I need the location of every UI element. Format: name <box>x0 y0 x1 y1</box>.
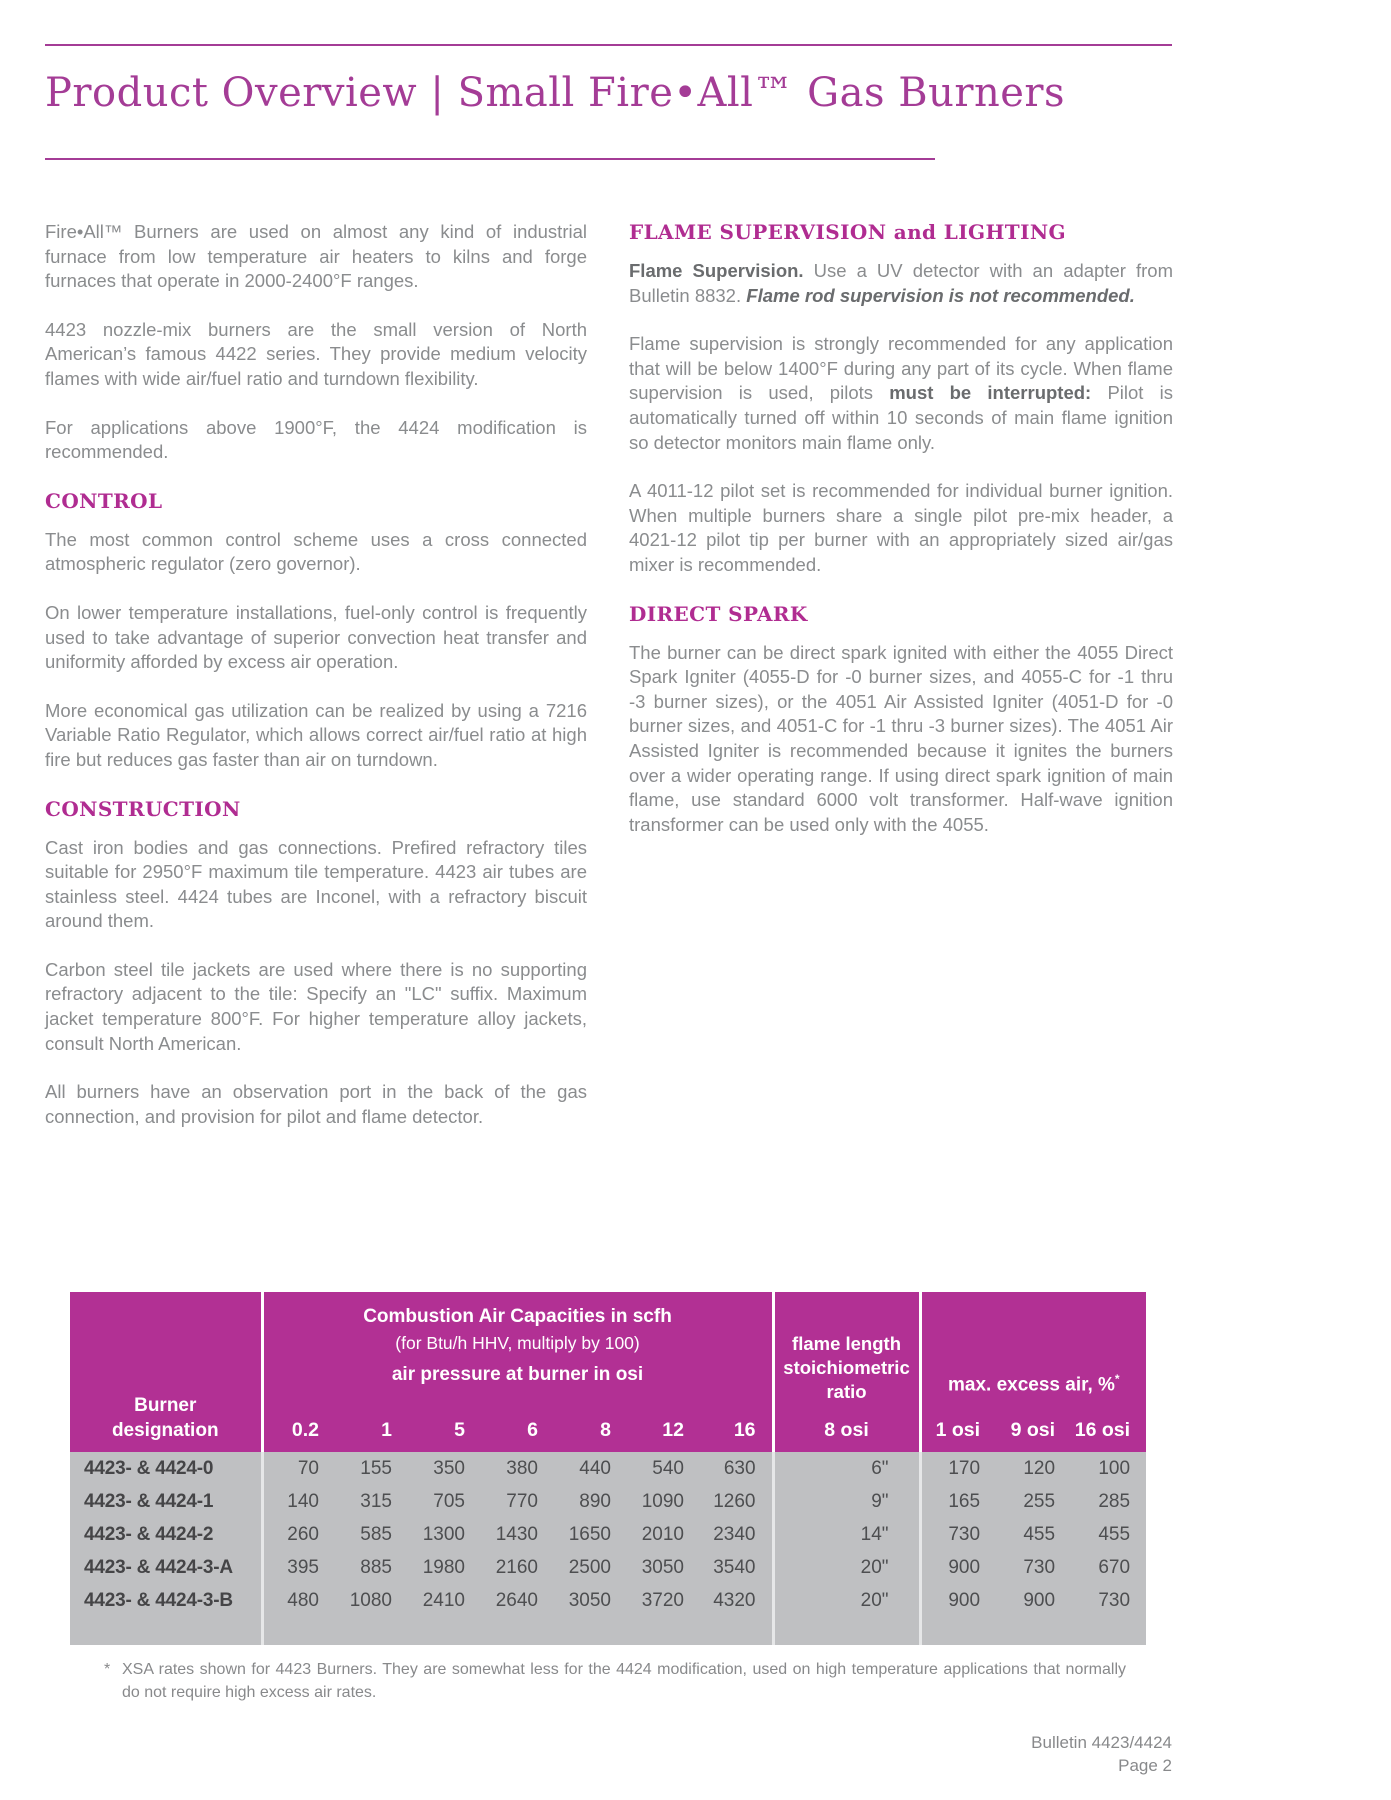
max-excess-air-header <box>920 1292 1146 1408</box>
table-cell: 170 <box>920 1452 996 1485</box>
must-be-interrupted-bold: must be interrupted: <box>889 382 1092 404</box>
table-cell: 480 <box>262 1584 335 1645</box>
table-cell: 540 <box>627 1452 700 1485</box>
pressure-column-header: 8 <box>554 1408 627 1452</box>
table-cell: 900 <box>920 1584 996 1645</box>
pressure-column-header: 16 <box>700 1408 773 1452</box>
flame-paragraph-3: A 4011-12 pilot set is recommended for individual burner ignition. When multiple burners share a single pilot pre-mix header, a 4021-12 pilot tip per burner with an appropriately sized air/gas mixer is recommended. <box>629 480 1173 575</box>
burner-designation-header <box>70 1292 262 1452</box>
table-cell: 455 <box>996 1518 1071 1551</box>
control-paragraph-1: The most common control scheme uses a cross connected atmospheric regulator (zero governor). <box>45 528 587 575</box>
combustion-header-line-1: Combustion Air Capacities in scfh <box>363 1306 672 1327</box>
table-cell: 100 <box>1071 1452 1146 1485</box>
table-cell: 120 <box>996 1452 1071 1485</box>
burner-designation-cell: 4423- & 4424-3-B <box>70 1584 262 1645</box>
control-paragraph-3: More economical gas utilization can be realized by using a 7216 Variable Ratio Regulator, which allows correct air/fuel ratio at high fire but reduces gas faster than air on turndown. <box>45 699 587 770</box>
flame-length-subheader: 8 osi <box>773 1408 920 1452</box>
page-number: Page 2 <box>1118 1755 1172 1775</box>
table-cell: 350 <box>408 1452 481 1485</box>
burner-table-body <box>70 1452 1146 1645</box>
table-row <box>70 1551 1146 1584</box>
table-cell: 2160 <box>481 1551 554 1584</box>
table-cell: 255 <box>996 1485 1071 1518</box>
burner-header-line-2: designation <box>111 1420 219 1442</box>
table-cell: 730 <box>920 1518 996 1551</box>
flame-length-header: flame length stoichiometric ratio <box>773 1292 920 1408</box>
table-cell: 1650 <box>554 1518 627 1551</box>
excess-air-column-header: 16 osi <box>1071 1408 1146 1452</box>
table-cell: 730 <box>996 1551 1071 1584</box>
intro-paragraph-3: For applications above 1900°F, the 4424 modification is recommended. <box>45 416 587 463</box>
table-cell: 1980 <box>408 1551 481 1584</box>
pressure-column-header: 6 <box>481 1408 554 1452</box>
table-cell: 885 <box>335 1551 408 1584</box>
flame-paragraph-1-text: Use a UV detector with an adapter from Bulletin 8832. <box>629 260 1173 306</box>
table-cell: 3720 <box>627 1584 700 1645</box>
excess-air-column-header: 1 osi <box>920 1408 996 1452</box>
footnote-marker: * <box>104 1661 111 1678</box>
table-cell: 770 <box>481 1485 554 1518</box>
table-cell: 140 <box>262 1485 335 1518</box>
table-cell: 900 <box>920 1551 996 1584</box>
table-cell: 2340 <box>700 1518 773 1551</box>
table-cell: 285 <box>1071 1485 1146 1518</box>
table-cell: 380 <box>481 1452 554 1485</box>
table-cell: 455 <box>1071 1518 1146 1551</box>
table-cell: 70 <box>262 1452 335 1485</box>
table-cell: 730 <box>1071 1584 1146 1645</box>
construction-paragraph-1: Cast iron bodies and gas connections. Prefired refractory tiles suitable for 2950°F maximum tile temperature. 4423 air tubes are stainless steel. 4424 tubes are Inconel, with a refractory biscuit around them. <box>45 836 587 932</box>
table-cell: 155 <box>335 1452 408 1485</box>
table-cell: 395 <box>262 1551 335 1584</box>
burner-designation-cell: 4423- & 4424-3-A <box>70 1551 262 1584</box>
footnote-asterisk-marker: * <box>1114 1371 1120 1386</box>
pressure-column-header: 0.2 <box>262 1408 335 1452</box>
direct-spark-paragraph: The burner can be direct spark ignited with either the 4055 Direct Spark Igniter (4055-D for -0 burner sizes, and 4055-C for -1 thru -3 burner sizes), or the 4051 Air Assisted Igniter (4051-D for -0 burner sizes, and 4051-C for -1 thru -3 burner sizes). The 4051 Air Assisted Igniter is recommended because it ignites the burners over a wider operating range. If using direct spark ignition of main flame, use standard 6000 volt transformer. Half-wave ignition transformer can be used only with the 4055. <box>629 641 1173 835</box>
table-cell: 2640 <box>481 1584 554 1645</box>
table-row <box>70 1518 1146 1551</box>
construction-paragraph-3: All burners have an observation port in the back of the gas connection, and provision for pilot and flame detector. <box>45 1081 587 1127</box>
table-cell: 900 <box>996 1584 1071 1645</box>
flame-paragraph-2-text-1: Flame supervision is strongly recommended for any application that will be below 1400°F during any part of its cycle. When flame supervision is used, pilots <box>629 333 1173 404</box>
table-cell: 4320 <box>700 1584 773 1645</box>
table-cell: 585 <box>335 1518 408 1551</box>
combustion-header-line-2: (for Btu/h HHV, multiply by 100) <box>395 1332 640 1353</box>
table-cell: 3540 <box>700 1551 773 1584</box>
table-cell: 6" <box>773 1452 920 1485</box>
page-footer <box>45 1732 1172 1778</box>
right-column <box>629 220 1173 1153</box>
pressure-column-header: 1 <box>335 1408 408 1452</box>
direct-spark-heading: DIRECT SPARK <box>629 601 808 626</box>
table-cell: 1300 <box>408 1518 481 1551</box>
flame-paragraph-2 <box>629 332 1173 455</box>
combustion-header-line-3: air pressure at burner in osi <box>391 1364 644 1386</box>
table-header <box>70 1292 1146 1452</box>
table-cell: 670 <box>1071 1551 1146 1584</box>
burner-designation-cell: 4423- & 4424-0 <box>70 1452 262 1485</box>
flame-rod-warning-bold-italic: Flame rod supervision is not recommended. <box>746 284 1135 306</box>
burner-designation-cell: 4423- & 4424-2 <box>70 1518 262 1551</box>
table-cell: 705 <box>408 1485 481 1518</box>
table-cell: 2010 <box>627 1518 700 1551</box>
max-excess-air-label: max. excess air, % <box>947 1374 1115 1395</box>
body-columns <box>45 220 1173 1153</box>
bulletin-number: Bulletin 4423/4424 <box>1031 1733 1172 1752</box>
top-rule <box>45 44 1172 46</box>
table-cell: 1080 <box>335 1584 408 1645</box>
left-column <box>45 220 587 1153</box>
flame-paragraph-1 <box>629 259 1173 308</box>
table-row <box>70 1452 1146 1485</box>
page-title: Product Overview | Small Fire•All™ Gas Burners <box>45 70 1066 116</box>
control-paragraph-2: On lower temperature installations, fuel-only control is frequently used to take advantage of superior convection heat transfer and uniformity afforded by excess air operation. <box>45 601 587 673</box>
table-cell: 1090 <box>627 1485 700 1518</box>
table-footnote <box>104 1658 1126 1704</box>
table-cell: 440 <box>554 1452 627 1485</box>
construction-heading: CONSTRUCTION <box>45 796 241 821</box>
table-cell: 9" <box>773 1485 920 1518</box>
table-cell: 3050 <box>627 1551 700 1584</box>
burner-header-line-1: Burner <box>134 1394 197 1416</box>
table-cell: 14" <box>773 1518 920 1551</box>
combustion-air-header <box>262 1292 773 1408</box>
table-cell: 1430 <box>481 1518 554 1551</box>
table-cell: 3050 <box>554 1584 627 1645</box>
table-cell: 165 <box>920 1485 996 1518</box>
table-row <box>70 1584 1146 1645</box>
table-cell: 20" <box>773 1551 920 1584</box>
burner-capacity-table <box>70 1292 1146 1645</box>
construction-paragraph-2: Carbon steel tile jackets are used where there is no supporting refractory adjacent to the tile: Specify an "LC" suffix. Maximum jacket temperature 800°F. For higher temperature alloy jackets, consult North American. <box>45 958 587 1054</box>
intro-paragraph-2: 4423 nozzle-mix burners are the small version of North American’s famous 4422 series. They provide medium velocity flames with wide air/fuel ratio and turndown flexibility. <box>45 318 587 389</box>
table-cell: 2500 <box>554 1551 627 1584</box>
pressure-column-header: 12 <box>627 1408 700 1452</box>
table-cell: 315 <box>335 1485 408 1518</box>
table-group-header-row <box>70 1292 1146 1408</box>
table-cell: 890 <box>554 1485 627 1518</box>
table-cell: 2410 <box>408 1584 481 1645</box>
control-heading: CONTROL <box>45 488 163 513</box>
excess-air-column-header: 9 osi <box>996 1408 1071 1452</box>
flame-paragraph-2-text-2: Pilot is automatically turned off within 10 seconds of main flame ignition so detector monitors main flame only. <box>629 382 1173 453</box>
burner-designation-cell: 4423- & 4424-1 <box>70 1485 262 1518</box>
table-cell: 1260 <box>700 1485 773 1518</box>
table-cell: 20" <box>773 1584 920 1645</box>
pressure-column-header: 5 <box>408 1408 481 1452</box>
flame-supervision-lead-bold: Flame Supervision. <box>629 260 804 281</box>
flame-supervision-heading: FLAME SUPERVISION and LIGHTING <box>629 220 1066 244</box>
table-row <box>70 1485 1146 1518</box>
title-underline-rule <box>45 158 935 160</box>
table-cell: 260 <box>262 1518 335 1551</box>
table-cell: 630 <box>700 1452 773 1485</box>
footnote-text: XSA rates shown for 4423 Burners. They are somewhat less for the 4424 modification, used on high temperature applications that normally do not require high excess air rates. <box>122 1661 1126 1702</box>
intro-paragraph-1: Fire•All™ Burners are used on almost any kind of industrial furnace from low temperature air heaters to kilns and forge furnaces that operate in 2000-2400°F ranges. <box>45 221 587 292</box>
